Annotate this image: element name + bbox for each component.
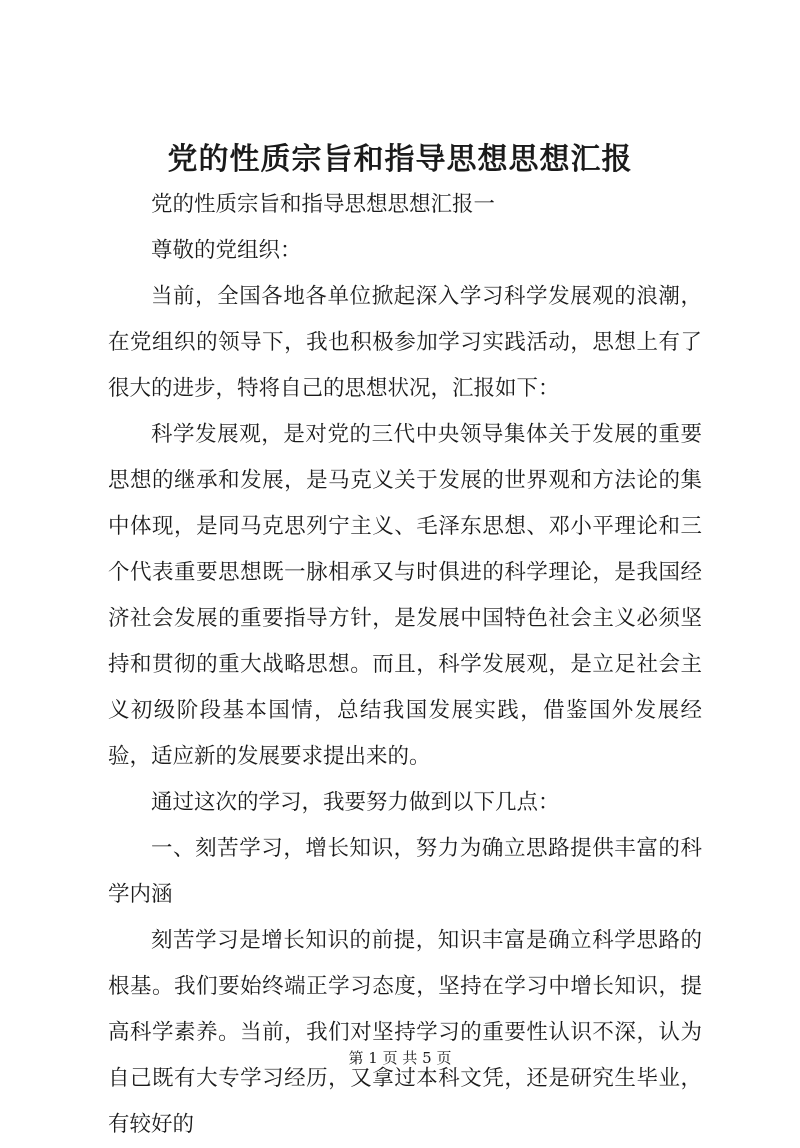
paragraph-subtitle: 党的性质宗旨和指导思想思想汇报一 bbox=[151, 192, 496, 217]
paragraph-scientific-development: 科学发展观，是对党的三代中央领导集体关于发展的重要思想的继承和发展，是马克义关于发展的世界观和方法论的集中体现，是同马克思列宁主义、毛泽东思想、邓小平理论和三个代表重要思想既一脉相承又与时俱进的科学理论，是我国经济社会发展的重要指导方针，是发展中国特色社会主义必须坚持和贯彻的重大战略思想。而且，科学发展观，是立足社会主义初级阶段基本国情，总结我国发展实践，借鉴国外发展经验，适应新的发展要求提出来的。 bbox=[108, 422, 702, 769]
paragraph-intro: 当前，全国各地各单位掀起深入学习科学发展观的浪潮，在党组织的领导下，我也积极参加学习实践活动，思想上有了很大的进步，特将自己的思想状况，汇报如下： bbox=[108, 284, 702, 401]
paragraph-study: 刻苦学习是增长知识的前提，知识丰富是确立科学思路的根基。我们要始终端正学习态度，坚持在学习中增长知识，提高科学素养。当前，我们对坚持学习的重要性认识不深，认为自己既有大专学习经历，又拿过本科文凭，还是研究生毕业，有较好的 bbox=[108, 928, 702, 1137]
page-footer: 第 1 页 共 5 页 bbox=[348, 1049, 452, 1067]
paragraph-salutation: 尊敬的党组织： bbox=[151, 238, 302, 263]
paragraph-point-one: 一、刻苦学习，增长知识，努力为确立思路提供丰富的科学内涵 bbox=[108, 836, 702, 907]
document-body bbox=[108, 182, 702, 1148]
paragraph-points-lead: 通过这次的学习，我要努力做到以下几点： bbox=[151, 790, 560, 815]
document-title: 党的性质宗旨和指导思想思想汇报 bbox=[167, 142, 633, 177]
